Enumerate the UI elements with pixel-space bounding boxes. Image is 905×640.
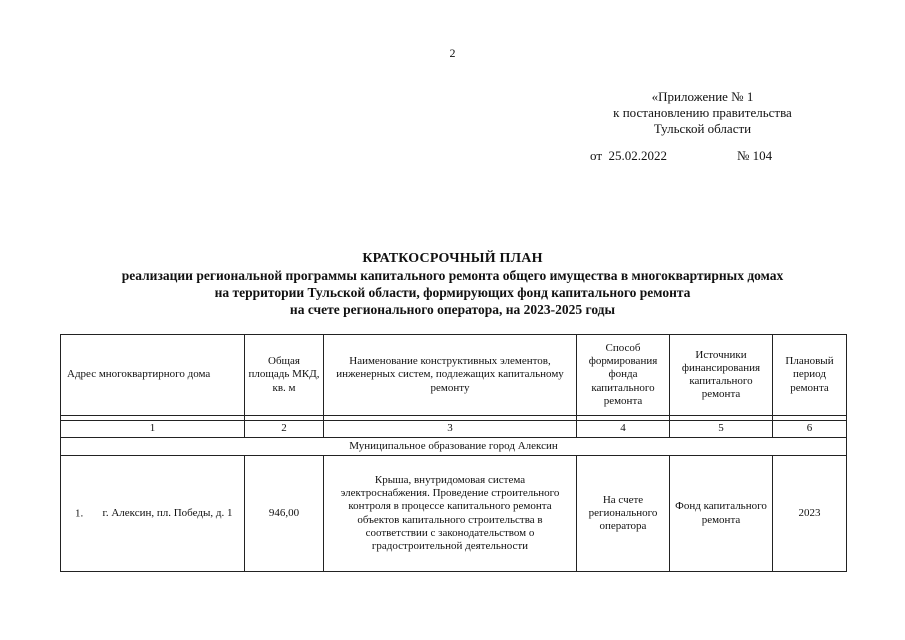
page-number: 2 xyxy=(449,46,456,60)
decree-date-line xyxy=(590,148,667,164)
title-line-2: реализации региональной программы капитального ремонта общего имущества в многоквартирных домах xyxy=(121,268,784,283)
appendix-title: «Приложение № 1 xyxy=(651,89,754,104)
row-source: Фонд капитального ремонта xyxy=(670,456,773,572)
document-title xyxy=(40,250,865,318)
decree-number: № 104 xyxy=(737,148,773,163)
decree-date: 25.02.2022 xyxy=(608,148,668,163)
title-line-4: на счете регионального оператора, на 2023-2025 годы xyxy=(289,302,616,317)
header-elements: Наименование конструктивных элементов, инженерных систем, подлежащих капитальному ремонту xyxy=(324,335,577,416)
plan-table xyxy=(60,334,847,572)
column-number: 2 xyxy=(245,421,324,438)
column-number: 5 xyxy=(670,421,773,438)
appendix-decree-ref: к постановлению правительства xyxy=(613,105,792,120)
title-main: КРАТКОСРОЧНЫЙ ПЛАН xyxy=(362,251,543,266)
header-address: Адрес многоквартирного дома xyxy=(61,335,245,416)
municipality-name: Муниципальное образование город Алексин xyxy=(61,438,847,456)
municipality-row xyxy=(61,438,847,456)
address-cell xyxy=(61,456,245,572)
row-address: г. Алексин, пл. Победы, д. 1 xyxy=(102,506,233,519)
column-number: 4 xyxy=(577,421,670,438)
header-area: Общая площадь МКД, кв. м xyxy=(245,335,324,416)
row-elements: Крыша, внутридомовая система электроснабжения. Проведение строительного контроля в процессе капитального ремонта объектов капитального строительства в соответствии с законодательством о градостроительной деятельности xyxy=(324,456,577,572)
column-number-row xyxy=(61,421,847,438)
appendix-region: Тульской области xyxy=(653,121,752,136)
table-header-row xyxy=(61,335,847,416)
header-method: Способ формирования фонда капитального ремонта xyxy=(577,335,670,416)
title-line-3: на территории Тульской области, формирующих фонд капитального ремонта xyxy=(214,285,691,300)
column-number: 6 xyxy=(773,421,847,438)
column-number: 1 xyxy=(61,421,245,438)
row-number: 1. xyxy=(75,506,84,519)
header-source: Источники финансирования капитального ремонта xyxy=(670,335,773,416)
row-period: 2023 xyxy=(773,456,847,572)
appendix-header xyxy=(560,89,845,137)
column-number: 3 xyxy=(324,421,577,438)
table-row xyxy=(61,456,847,572)
row-method: На счете регионального оператора xyxy=(577,456,670,572)
decree-date-prefix: от xyxy=(590,148,603,163)
header-period: Плановый период ремонта xyxy=(773,335,847,416)
row-area: 946,00 xyxy=(245,456,324,572)
